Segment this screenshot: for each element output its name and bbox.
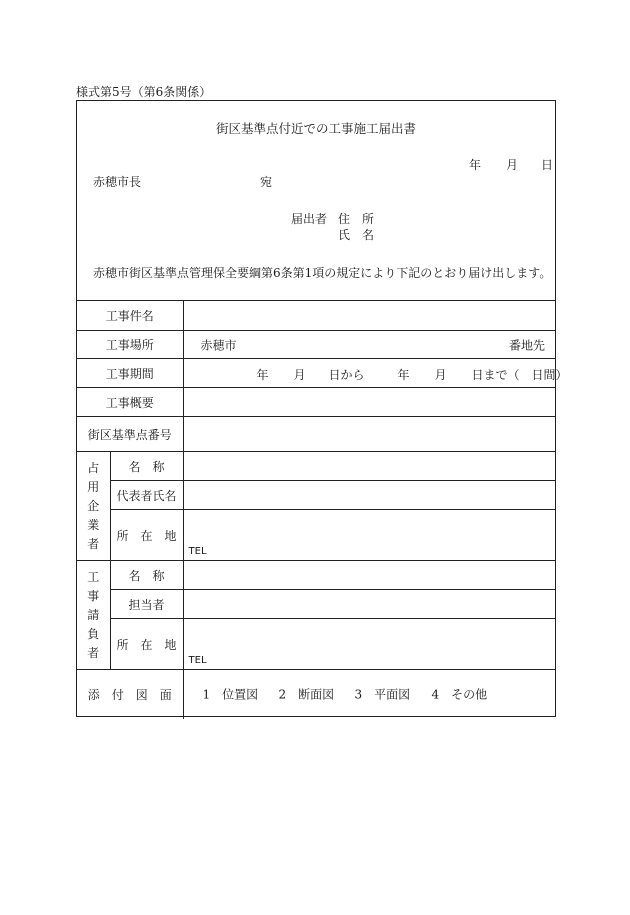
period-label: 工事期間 <box>77 359 183 388</box>
contractor-name-field[interactable] <box>183 561 555 590</box>
name-label: 氏 名 <box>338 228 375 242</box>
project-name-field[interactable] <box>183 301 555 331</box>
occupant-representative-label: 代表者氏名 <box>110 481 183 510</box>
period-end-month: 月 <box>434 368 447 382</box>
form-header <box>77 101 555 300</box>
date-day: 日 <box>541 158 554 172</box>
table-row <box>77 561 555 590</box>
summary-field[interactable] <box>183 388 555 417</box>
attachments-label: 添 付 図 面 <box>77 670 183 719</box>
date-month: 月 <box>506 158 519 172</box>
date-year: 年 <box>469 158 482 172</box>
table-row <box>77 359 555 388</box>
contractor-name-label: 名 称 <box>110 561 183 590</box>
notifier-label: 届出者 <box>291 212 328 226</box>
attachment-item: 3 平面図 <box>354 687 411 702</box>
occupant-tel-label: TEL <box>188 546 207 557</box>
contractor-person-field[interactable] <box>183 590 555 619</box>
occupant-address-field[interactable] <box>183 510 555 561</box>
form-title: 街区基準点付近での工事施工届出書 <box>215 121 416 136</box>
location-label: 工事場所 <box>77 331 183 359</box>
attachments-field[interactable] <box>183 670 555 719</box>
recipient: 赤穂市長 <box>93 175 142 189</box>
summary-label: 工事概要 <box>77 388 183 417</box>
contractor-address-field[interactable] <box>183 619 555 670</box>
attachment-item: 4 その他 <box>431 687 488 702</box>
intro-text: 赤穂市街区基準点管理保全要綱第6条第1項の規定により下記のとおり届け出します。 <box>93 266 552 280</box>
contractor-tel-label: TEL <box>188 655 207 666</box>
occupant-group-label: 占 用 企 業 者 <box>77 452 110 561</box>
period-start-year: 年 <box>256 368 269 382</box>
location-city: 赤穂市 <box>200 338 237 352</box>
period-start-day: 日から <box>328 368 365 382</box>
contractor-person-label: 担当者 <box>110 590 183 619</box>
form-frame <box>76 100 568 717</box>
contractor-group-label: 工 事 請 負 者 <box>77 561 110 670</box>
contractor-address-label: 所 在 地 <box>110 619 183 670</box>
table-row <box>77 452 555 481</box>
attachment-item: 1 位置図 <box>202 687 259 702</box>
form-number: 様式第5号（第6条関係） <box>76 85 212 99</box>
table-row <box>77 388 555 417</box>
table-row <box>77 417 555 452</box>
location-field[interactable] <box>183 331 555 359</box>
address-label: 住 所 <box>338 212 375 226</box>
occupant-name-field[interactable] <box>183 452 555 481</box>
occupant-address-label: 所 在 地 <box>110 510 183 561</box>
point-number-field[interactable] <box>183 417 555 452</box>
period-end-year: 年 <box>397 368 410 382</box>
attachment-item: 2 断面図 <box>278 687 335 702</box>
project-name-label: 工事件名 <box>77 301 183 331</box>
table-row <box>77 481 555 510</box>
recipient-honorific: 宛 <box>260 175 273 189</box>
point-number-label: 街区基準点番号 <box>77 417 183 452</box>
table-row <box>77 301 555 331</box>
table-row <box>77 331 555 359</box>
occupant-name-label: 名 称 <box>110 452 183 481</box>
location-suffix: 番地先 <box>509 338 546 352</box>
period-field[interactable] <box>183 359 568 388</box>
occupant-representative-field[interactable] <box>183 481 555 510</box>
period-end-day: 日まで（ 日間） <box>471 368 568 382</box>
period-start-month: 月 <box>293 368 306 382</box>
table-row <box>77 619 555 670</box>
form-table <box>77 300 568 719</box>
table-row <box>77 590 555 619</box>
table-row <box>77 510 555 561</box>
table-row <box>77 670 555 719</box>
